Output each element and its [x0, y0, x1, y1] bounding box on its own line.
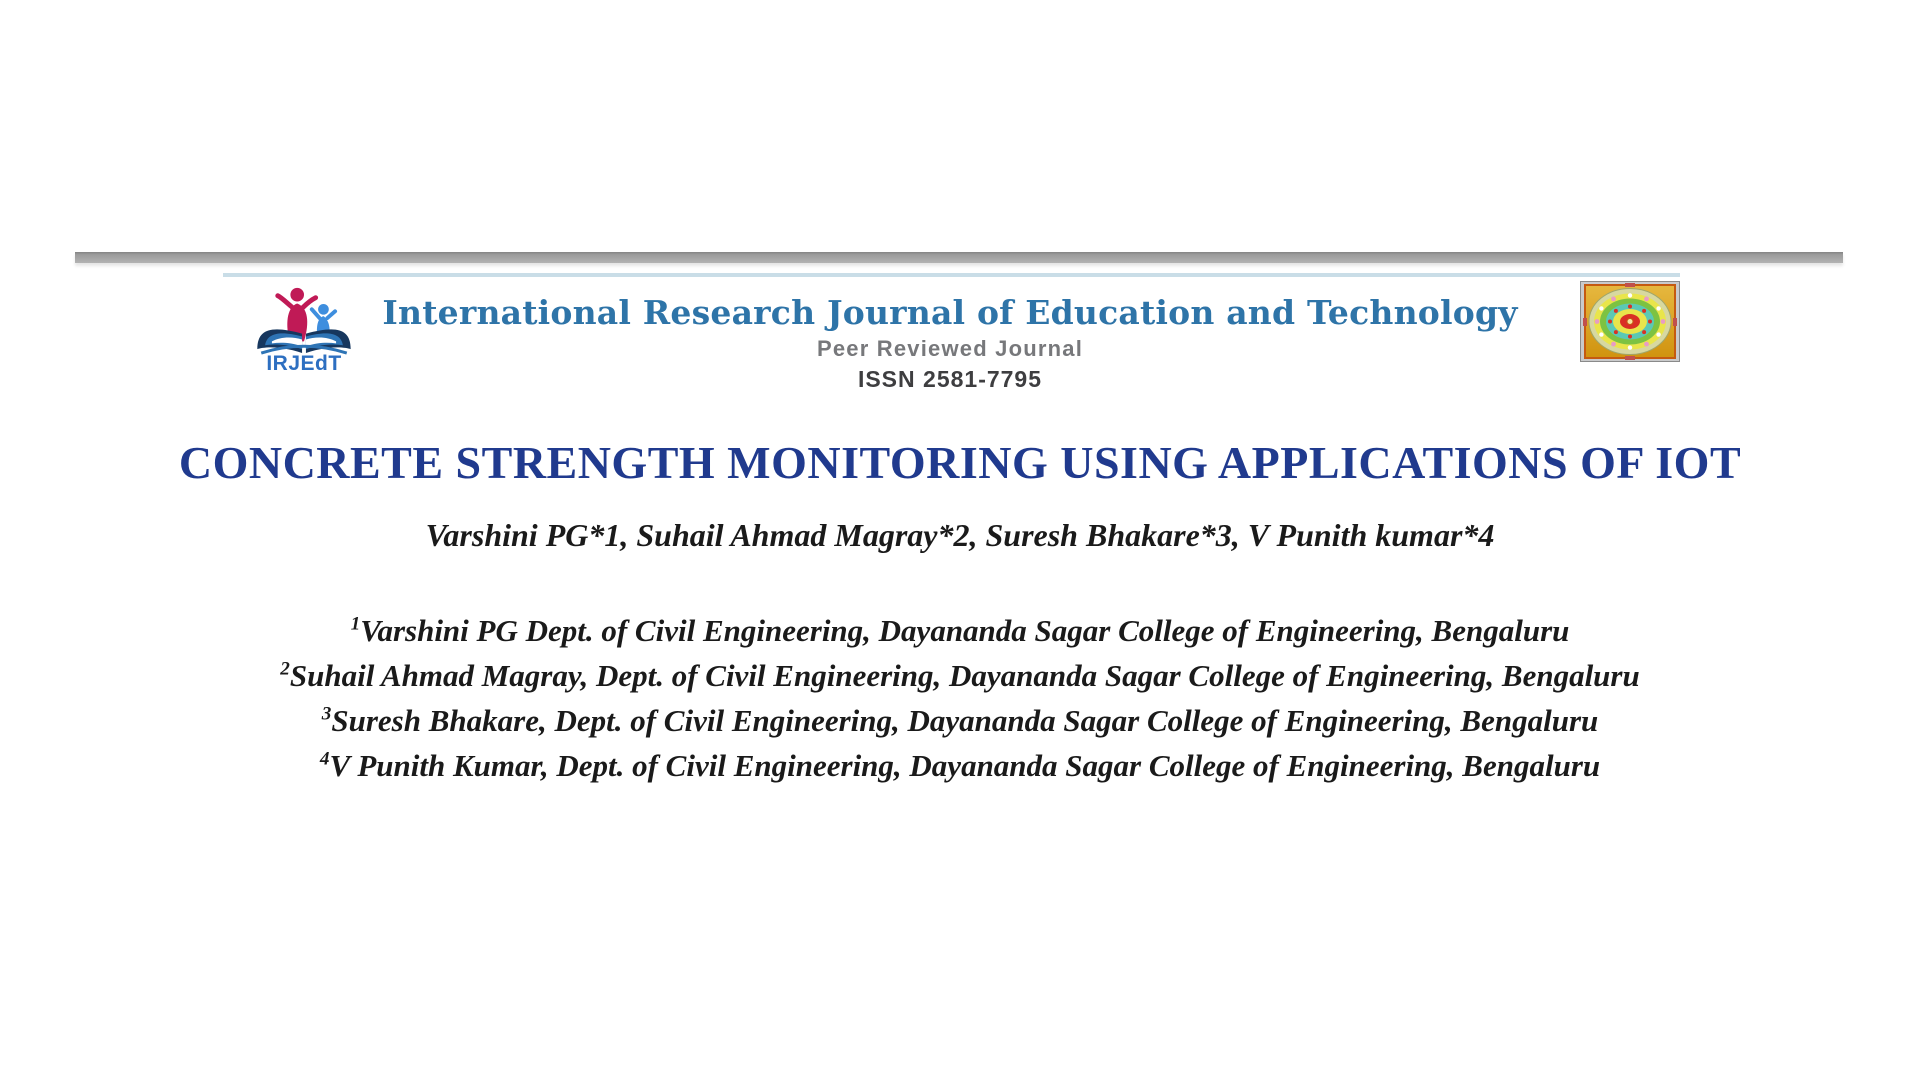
mandala-emblem-icon: [1580, 281, 1680, 362]
affiliation-superscript: 4: [319, 748, 330, 770]
journal-subtitle: Peer Reviewed Journal: [816, 336, 1084, 361]
affiliation-line: [0, 743, 1920, 788]
affiliation-superscript: 1: [350, 613, 361, 635]
masthead-top-rule: [223, 273, 1680, 277]
paper-title: CONCRETE STRENGTH MONITORING USING APPLICATIONS OF IOT: [178, 437, 1742, 488]
affiliation-line: [0, 698, 1920, 743]
affiliation-line: [0, 608, 1920, 653]
affiliation-text: Suhail Ahmad Magray, Dept. of Civil Engineering, Dayananda Sagar College of Engineering, Bengaluru: [289, 658, 1640, 693]
affiliation-superscript: 3: [321, 703, 332, 725]
irjedt-logo-text: IRJEdT: [266, 352, 342, 375]
irjedt-logo: [249, 285, 359, 378]
affiliation-superscript: 2: [280, 658, 290, 680]
affiliation-text: V Punith Kumar, Dept. of Civil Engineering, Dayananda Sagar College of Engineering, Bengaluru: [329, 748, 1601, 783]
journal-issn: ISSN 2581-7795: [857, 366, 1043, 392]
affiliation-line: [0, 653, 1920, 698]
affiliations-block: [0, 608, 1920, 788]
irjedt-book-figures-icon: [249, 285, 359, 355]
journal-title: International Research Journal of Education and Technology: [382, 293, 1518, 332]
top-divider-bar: [75, 252, 1843, 263]
masthead: [380, 291, 1520, 393]
affiliation-text: Varshini PG Dept. of Civil Engineering, Dayananda Sagar College of Engineering, Bengaluru: [360, 613, 1570, 648]
authors-line: Varshini PG*1, Suhail Ahmad Magray*2, Suresh Bhakare*3, V Punith kumar*4: [425, 517, 1495, 553]
affiliation-text: Suresh Bhakare, Dept. of Civil Engineering, Dayananda Sagar College of Engineering, Bengaluru: [331, 703, 1599, 738]
